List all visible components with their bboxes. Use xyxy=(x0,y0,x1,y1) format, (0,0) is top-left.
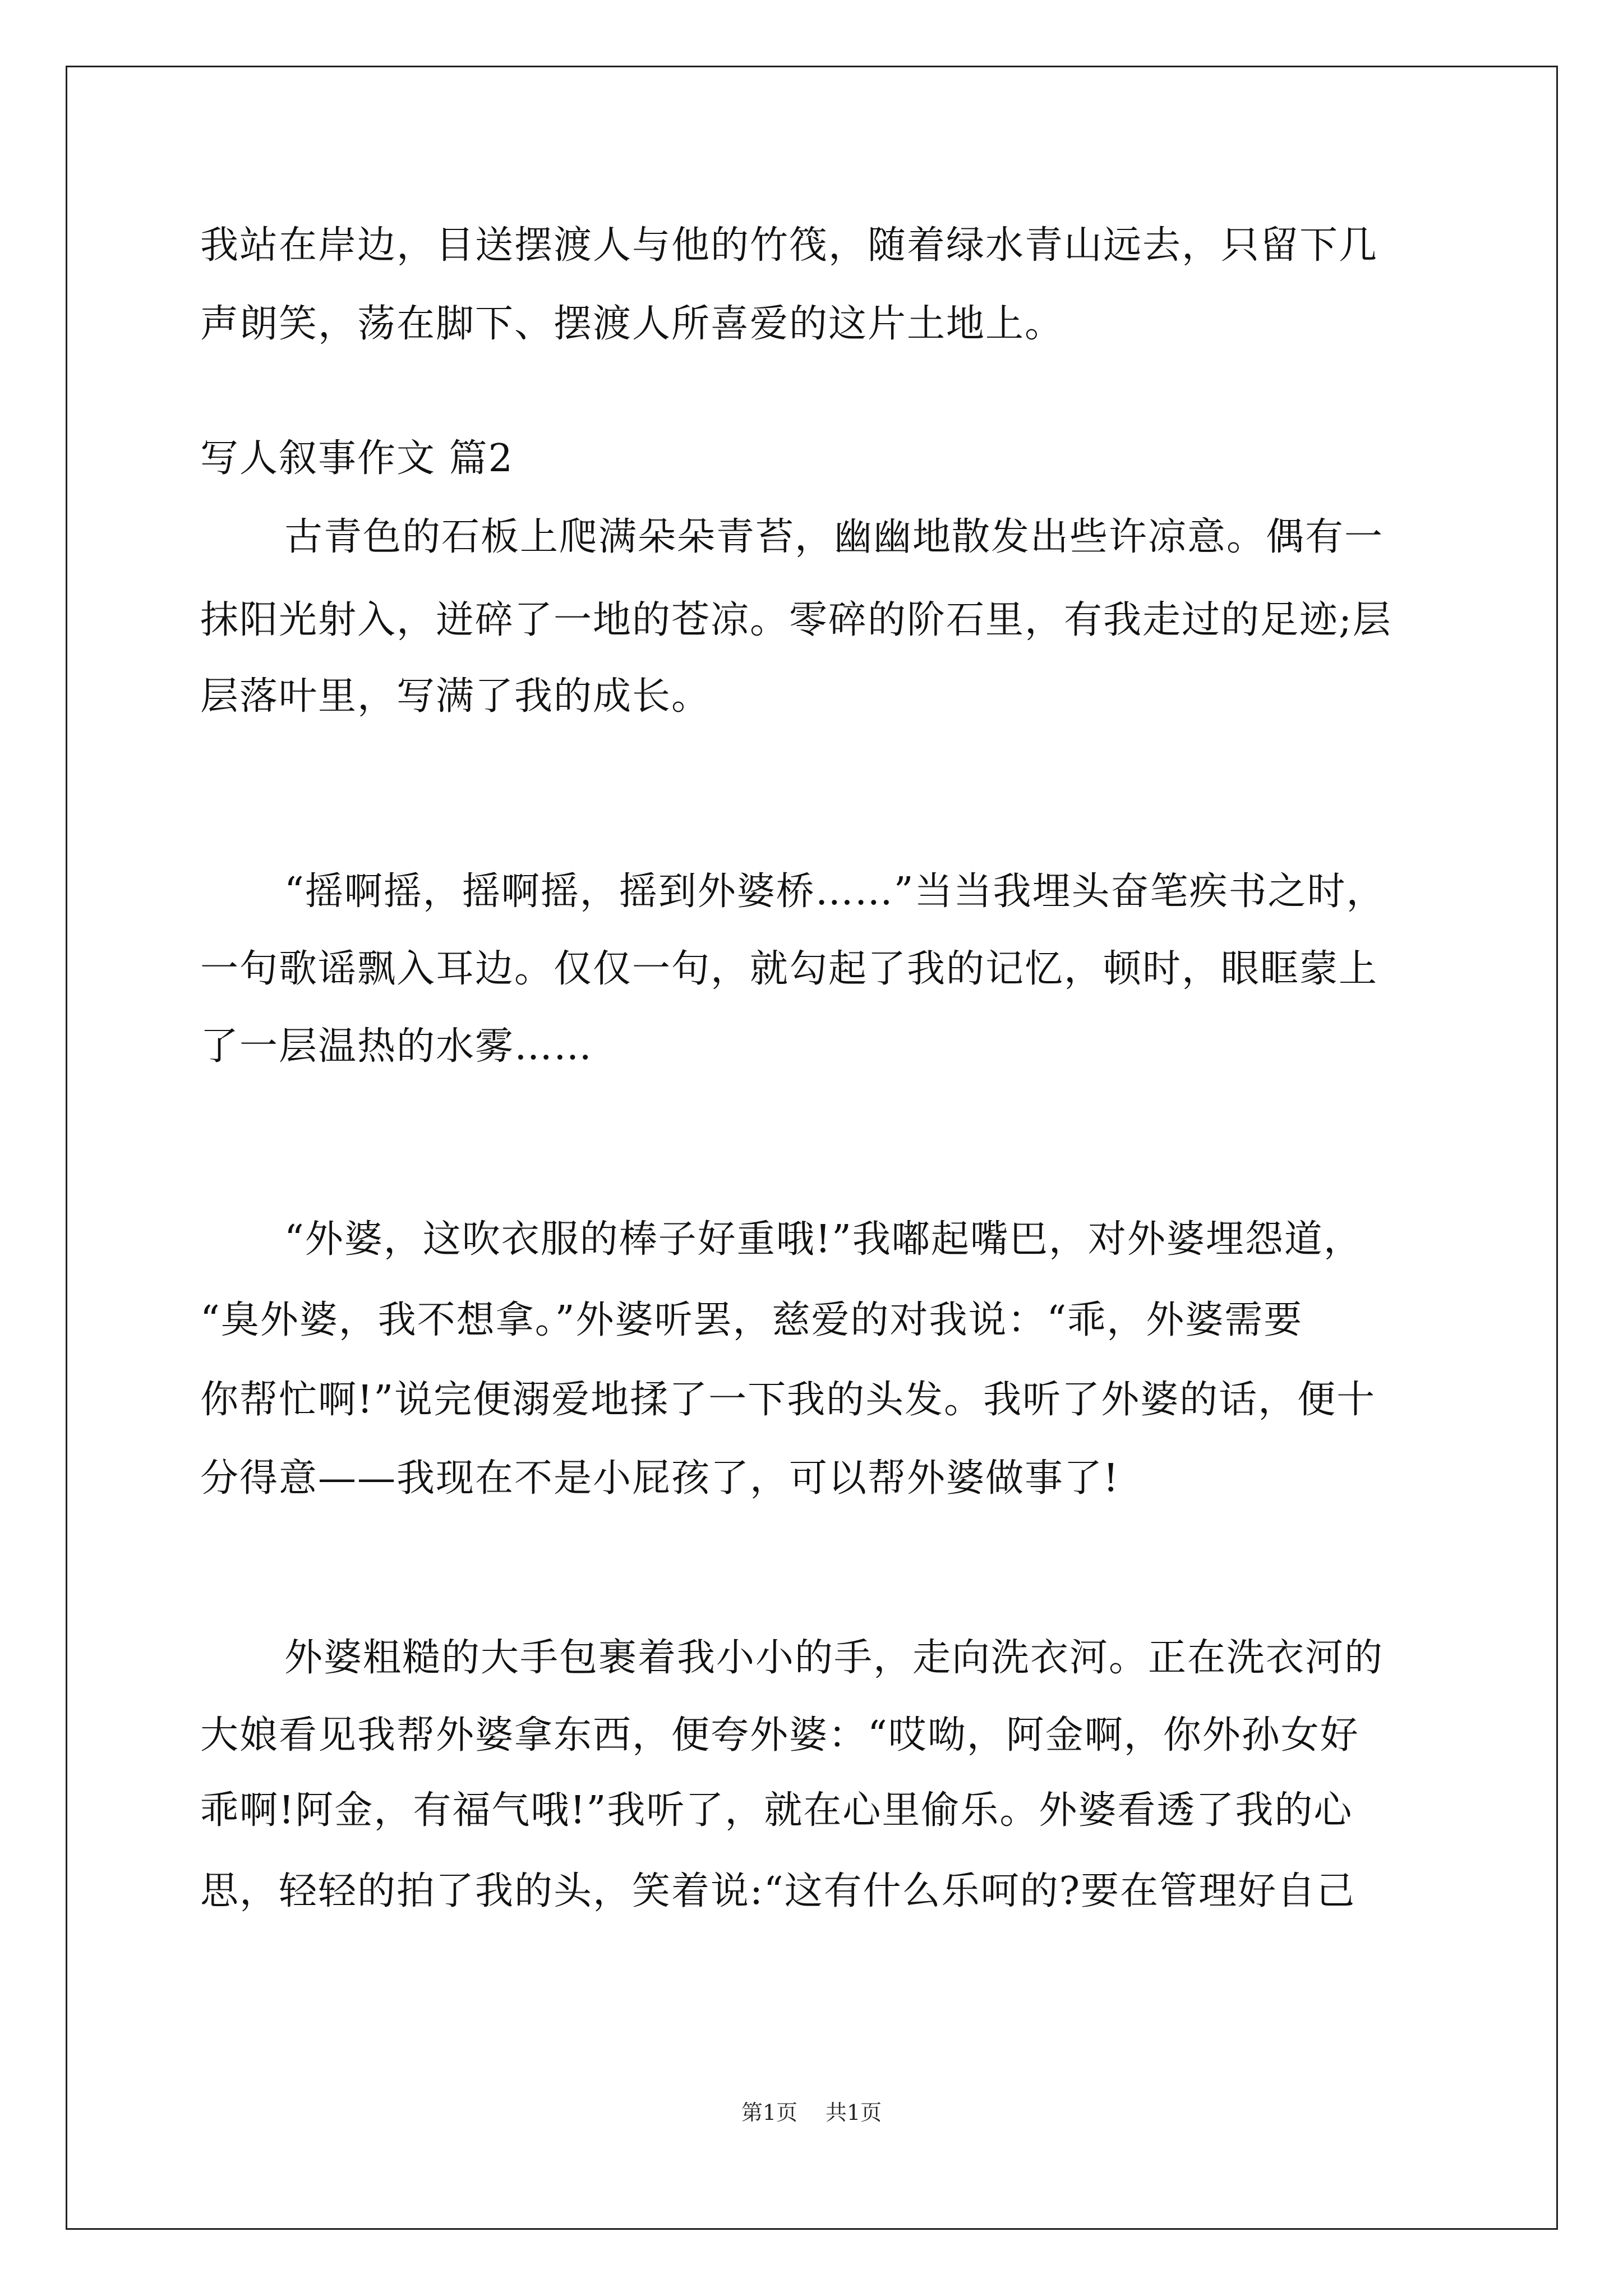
paragraph-line: 古青色的石板上爬满朵朵青苔，幽幽地散发出些许凉意。偶有一 xyxy=(284,515,1384,559)
paragraph-line: 我站在岸边，目送摆渡人与他的竹筏，随着绿水青山远去，只留下几 xyxy=(200,223,1378,268)
paragraph-line: 了一层温热的水雾…… xyxy=(200,1024,593,1069)
page-number: 第1页 xyxy=(741,2100,797,2125)
paragraph-line: 分得意——我现在不是小屁孩了，可以帮外婆做事了! xyxy=(200,1456,1120,1501)
paragraph-line: 大娘看见我帮外婆拿东西，便夸外婆：“哎呦，阿金啊，你外孙女好 xyxy=(200,1713,1359,1757)
paragraph-line: “摇啊摇，摇啊摇，摇到外婆桥……”当当我埋头奋笔疾书之时， xyxy=(284,869,1386,914)
paragraph-line: “外婆，这吹衣服的棒子好重哦!”我嘟起嘴巴，对外婆埋怨道， xyxy=(284,1217,1363,1262)
paragraph-line: 层落叶里，写满了我的成长。 xyxy=(200,674,711,719)
page-footer xyxy=(0,2099,1623,2126)
paragraph-line: 你帮忙啊!”说完便溺爱地揉了一下我的头发。我听了外婆的话，便十 xyxy=(200,1378,1376,1422)
paragraph-line: 思，轻轻的拍了我的头，笑着说:“这有什么乐呵的?要在管理好自己 xyxy=(200,1869,1356,1913)
paragraph-line: 一句歌谣飘入耳边。仅仅一句，就勾起了我的记忆，顿时，眼眶蒙上 xyxy=(200,947,1378,991)
paragraph-line: 乖啊!阿金，有福气哦!”我听了，就在心里偷乐。外婆看透了我的心 xyxy=(200,1788,1353,1833)
section-heading: 写人叙事作文 篇2 xyxy=(200,436,514,481)
page-total: 共1页 xyxy=(826,2100,882,2125)
paragraph-line: 外婆粗糙的大手包裹着我小小的手，走向洗衣河。正在洗衣河的 xyxy=(284,1636,1384,1680)
paragraph-line: 抹阳光射入，迸碎了一地的苍凉。零碎的阶石里，有我走过的足迹;层 xyxy=(200,598,1392,642)
paragraph-line: “臭外婆，我不想拿。”外婆听罢，慈爱的对我说：“乖，外婆需要 xyxy=(200,1298,1303,1342)
paragraph-line: 声朗笑，荡在脚下、摆渡人所喜爱的这片土地上。 xyxy=(200,302,1064,346)
